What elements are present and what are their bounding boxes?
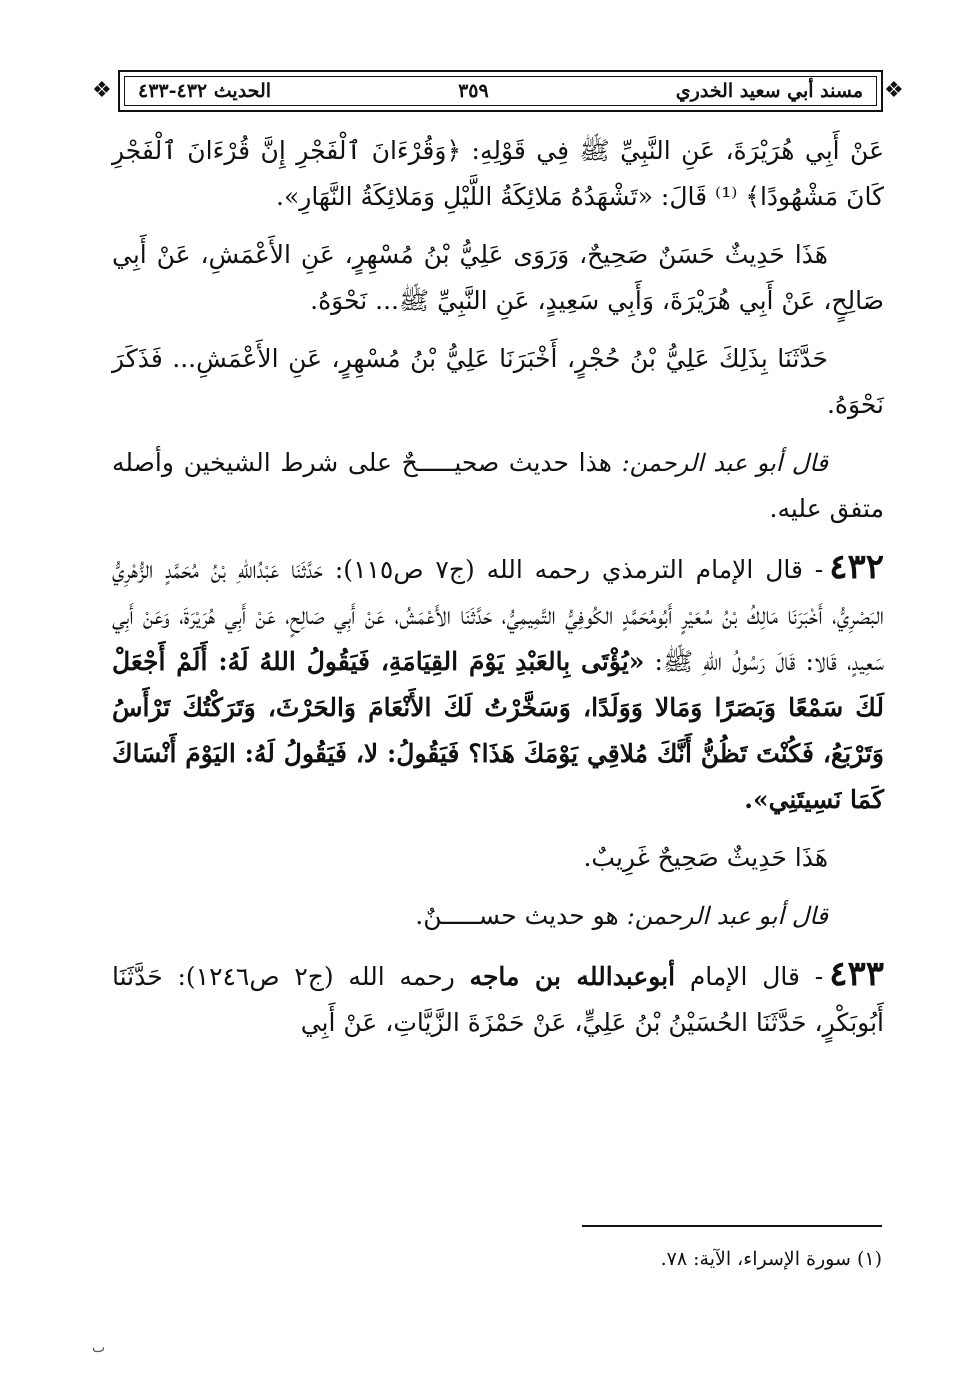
hadith-intro: - قال الإمام: [689, 962, 824, 991]
hadith-chain: حَدَّثَنَا أَبُوبَكْرٍ، حَدَّثَنَا الحُسَيْنُ بْنُ عَلِيٍّ، عَنْ حَمْزَةَ الزَّيَّاتِ، عَنْ أَبِي: [112, 962, 884, 1037]
paragraph-author-comment-2: [112, 893, 884, 939]
paragraph-author-comment-1: [112, 440, 884, 532]
footnote: (١) سورة الإسراء، الآية: ٧٨.: [660, 1248, 882, 1270]
author-signature: قال أبو عبد الرحمن:: [621, 449, 828, 477]
author-signature: قال أبو عبد الرحمن:: [626, 902, 828, 930]
header-ornament-left: ❖: [92, 78, 112, 103]
hadith-432: [112, 544, 884, 823]
paragraph-quran-tafsir: عَنْ أَبِي هُرَيْرَةَ، عَنِ النَّبِيِّ ﷺ فِي قَوْلِهِ: ﴿وَقُرْءَانَ ٱلْفَجْرِ إِنَّ قُرْءَانَ ٱلْفَجْرِ كَانَ مَشْهُودًا﴾ ⁽¹⁾ قَالَ: «تَشْهَدُهُ مَلائِكَةُ اللَّيْلِ وَمَلائِكَةُ النَّهَارِ».: [112, 136, 884, 211]
page-mark: ٮ: [92, 1340, 106, 1356]
page-header: [118, 70, 883, 112]
page-body: [112, 128, 884, 1058]
page-number: ٣٥٩: [458, 80, 489, 102]
book-title: مسند أبي سعيد الخدري: [675, 80, 863, 102]
footnote-divider: [582, 1225, 882, 1227]
hadith-chain: حَدَّثَنَا عَبْدُاللهِ بْنُ مُحَمَّدٍ الزُّهْرِيُّ البَصْرِيُّ، أَخْبَرَنَا مَالِكُ بْنُ سُعَيْرٍ أَبُومُحَمَّدٍ الكُوفِيُّ التَّمِيمِيُّ، حَدَّثَنَا الأَعْمَشُ، عَنْ أَبِي صَالِحٍ، عَنْ أَبِي هُرَيْرَةَ، وَعَنْ أَبِي سَعِيدٍ، قَالا: قَالَ رَسُولُ اللهِ ﷺ:: [112, 555, 884, 676]
author-comment-text: هذا حديث صحيـــــحٌ على شرط الشيخين وأصله متفق عليه.: [112, 448, 884, 523]
hadith-433: [112, 951, 884, 1046]
header-ornament-right: ❖: [884, 78, 904, 103]
hadith-ref: رحمه الله (ج٢ ص١٢٤٦):: [177, 962, 455, 991]
author-comment-text: هو حديث حســـــنٌ.: [415, 901, 619, 930]
paragraph-chain: حَدَّثَنَا بِذَلِكَ عَلِيُّ بْنُ حُجْرٍ، أَخْبَرَنَا عَلِيُّ بْنُ مُسْهِرٍ، عَنِ الأَعْمَشِ... فَذَكَرَ نَحْوَهُ.: [112, 344, 884, 419]
paragraph-grading-2: هَذَا حَدِيثٌ صَحِيحٌ غَرِيبٌ.: [583, 843, 828, 872]
hadith-range: الحديث ٤٣٢-٤٣٣: [138, 80, 272, 102]
hadith-intro: - قال الإمام الترمذي رحمه الله (ج٧ ص١١٥):: [334, 555, 824, 584]
hadith-number: ٤٣٢: [829, 547, 885, 587]
hadith-matn: «يُؤْتَى بِالعَبْدِ يَوْمَ القِيَامَةِ، فَيَقُولُ اللهُ لَهُ: أَلَمْ أَجْعَلْ لَكَ سَمْعًا وَبَصَرًا وَمَالا وَوَلَدًا، وَسَخَّرْتُ لَكَ الأَنْعَامَ وَالحَرْثَ، وَتَرَكْتُكَ تَرْأَسُ وَتَرْبَعُ، فَكُنْتَ تَظُنُّ أَنَّكَ مُلاقِي يَوْمَكَ هَذَا؟ فَيَقُولُ: لا، فَيَقُولُ لَهُ: اليَوْمَ أَنْسَاكَ كَمَا نَسِيتَنِي».: [112, 647, 884, 814]
paragraph-grading-1: هَذَا حَدِيثٌ حَسَنٌ صَحِيحٌ، وَرَوَى عَلِيُّ بْنُ مُسْهِرٍ، عَنِ الأَعْمَشِ، عَنْ أَبِي صَالِحٍ، عَنْ أَبِي هُرَيْرَةَ، وَأَبِي سَعِيدٍ، عَنِ النَّبِيِّ ﷺ... نَحْوَهُ.: [112, 240, 884, 315]
hadith-number: ٤٣٣: [829, 954, 884, 994]
imam-name: أبوعبدالله بن ماجه: [469, 962, 676, 991]
